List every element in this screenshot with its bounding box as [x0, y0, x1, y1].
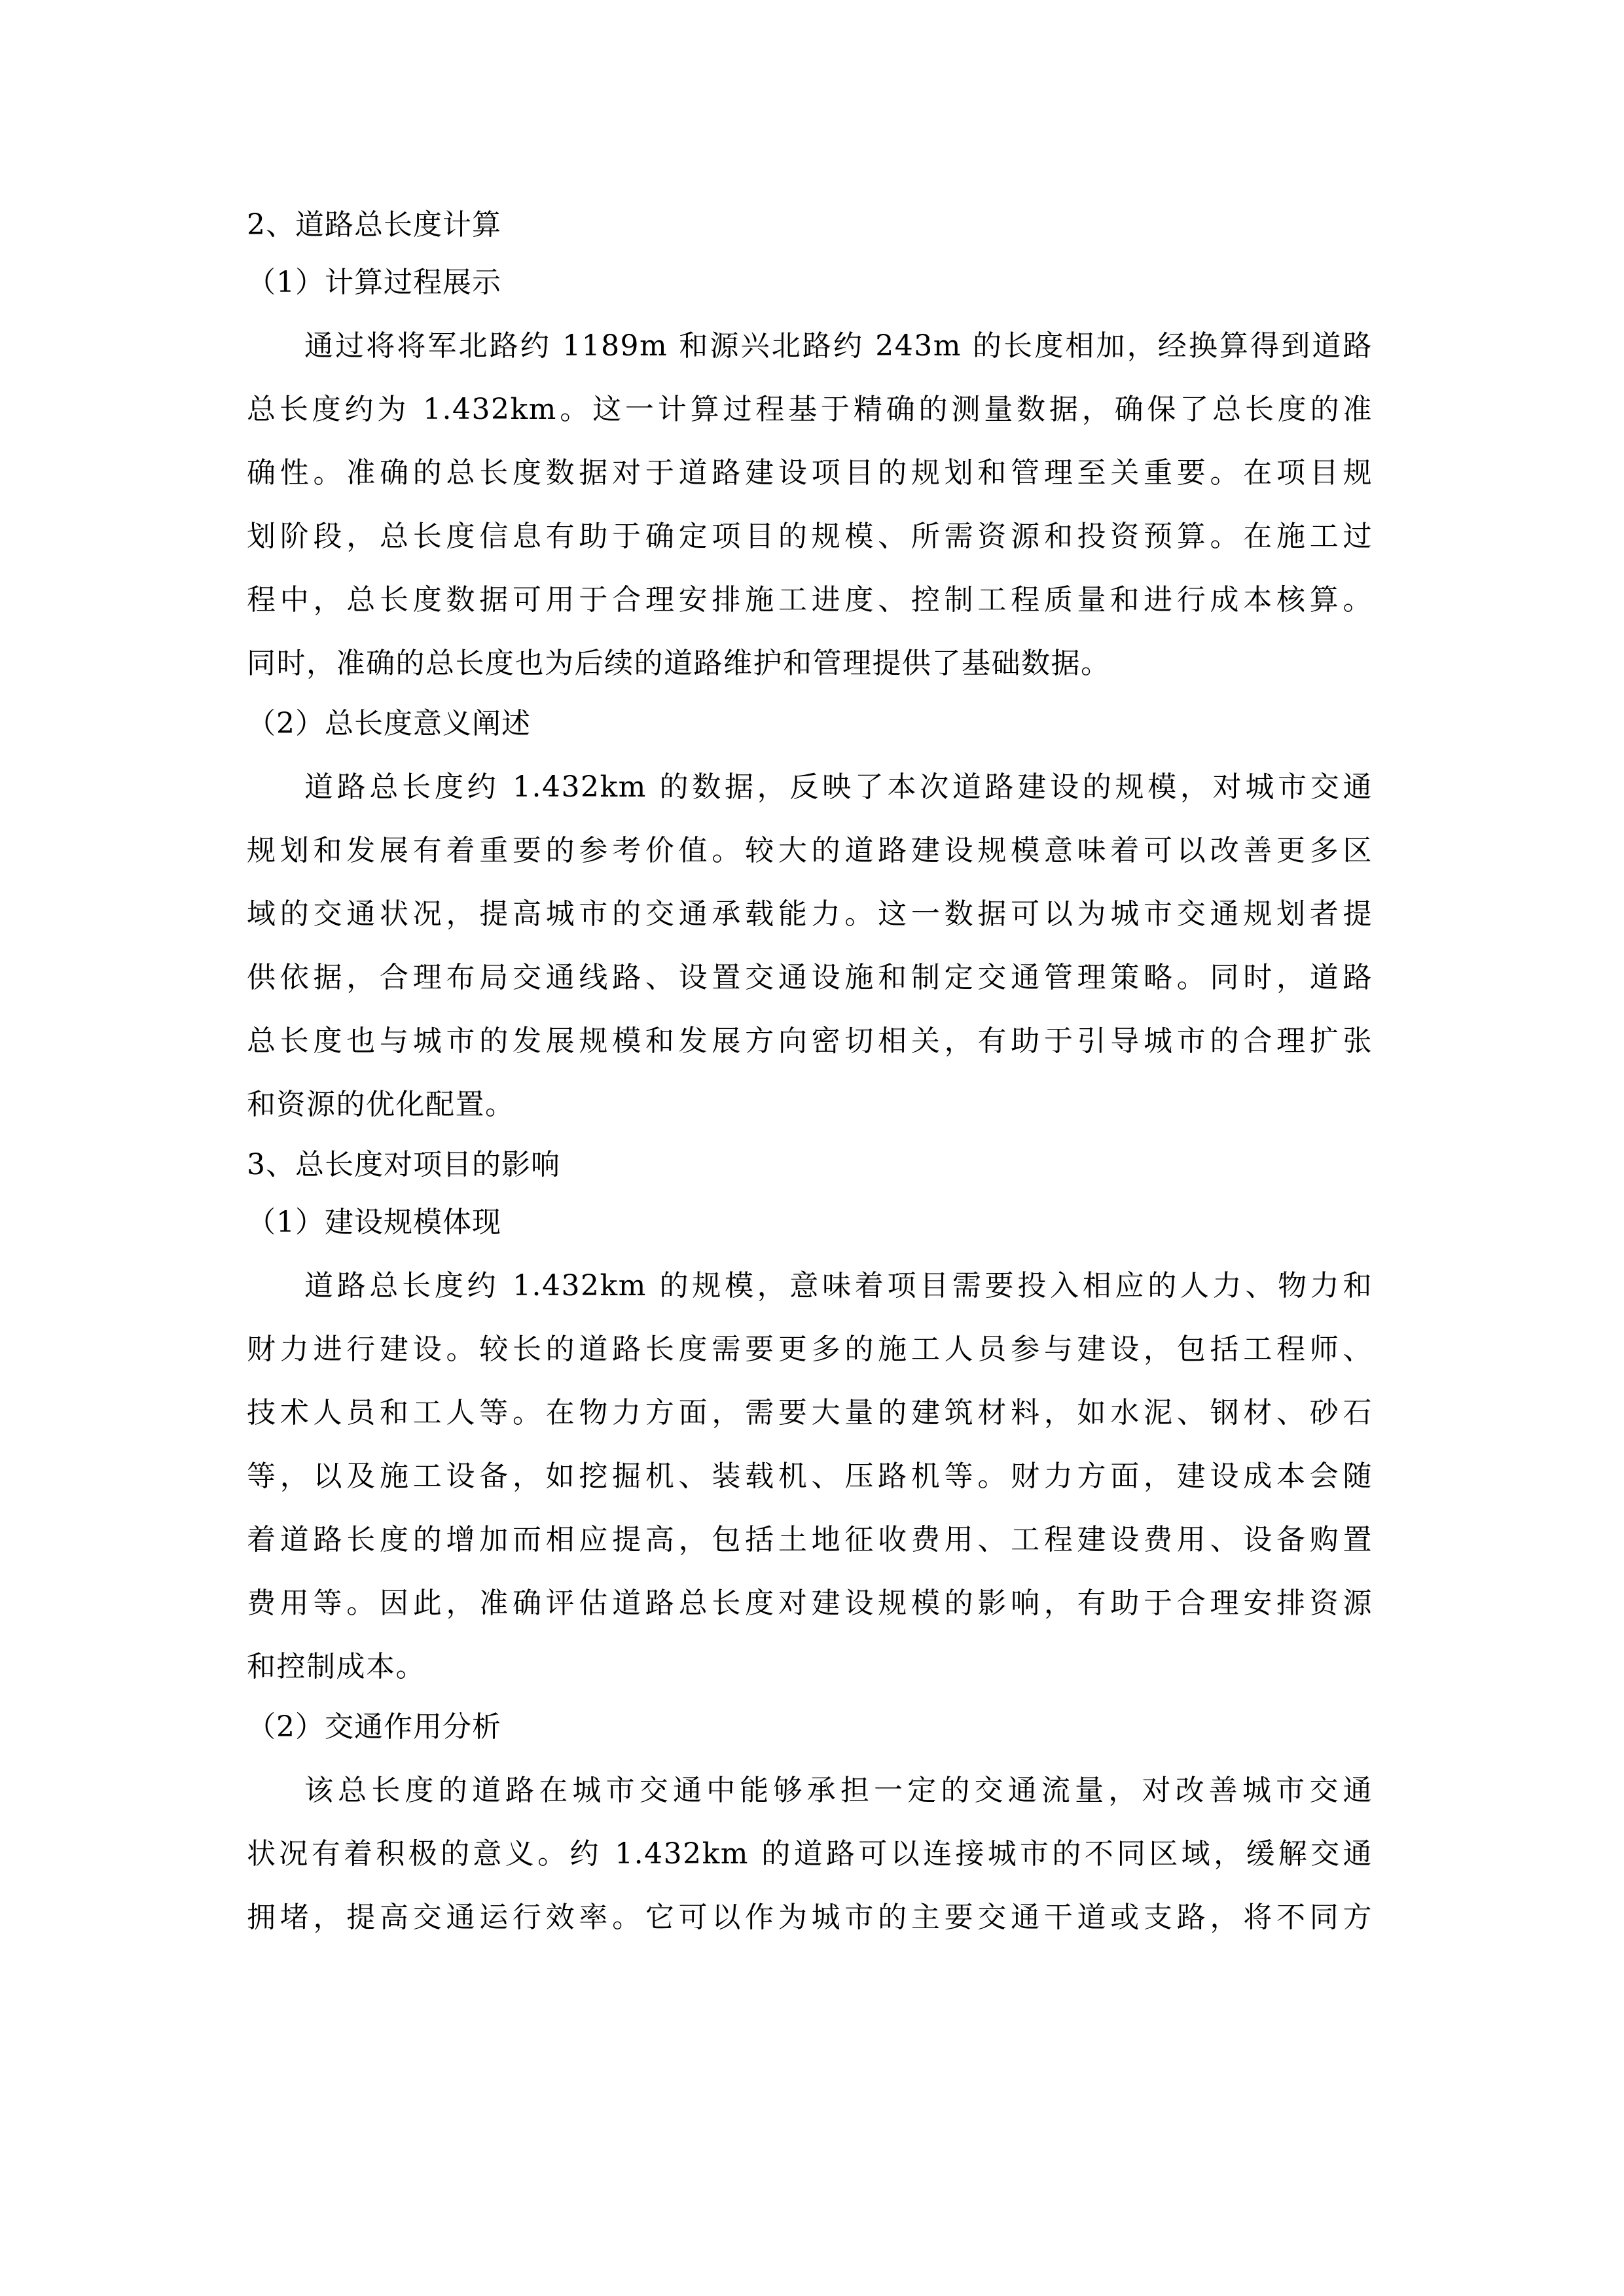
paragraph-line: 道路总长度约 1.432km 的数据，反映了本次道路建设的规模，对城市交通 [304, 770, 1373, 804]
paragraph-traffic-role [247, 1756, 1373, 1949]
paragraph-line: 划阶段，总长度信息有助于确定项目的规模、所需资源和投资预算。在施工过 [247, 520, 1373, 553]
paragraph-construction-scale [247, 1251, 1373, 1698]
subheading-length-significance: （2）总长度意义阐述 [247, 707, 531, 740]
paragraph-calculation-process [247, 312, 1373, 695]
paragraph-line: 和资源的优化配置。 [247, 1088, 515, 1121]
paragraph-line: 程中，总长度数据可用于合理安排施工进度、控制工程质量和进行成本核算。 [247, 583, 1373, 617]
paragraph-line: 等，以及施工设备，如挖掘机、装载机、压路机等。财力方面，建设成本会随 [247, 1460, 1373, 1493]
subheading-calculation-process: （1）计算过程展示 [247, 266, 501, 299]
section-heading-2: 2、道路总长度计算 [247, 208, 501, 242]
paragraph-line: 供依据，合理布局交通线路、设置交通设施和制定交通管理策略。同时，道路 [247, 961, 1373, 994]
paragraph-line: 财力进行建设。较长的道路长度需要更多的施工人员参与建设，包括工程师、 [247, 1333, 1373, 1366]
paragraph-line: 拥堵，提高交通运行效率。它可以作为城市的主要交通干道或支路，将不同方 [247, 1901, 1373, 1934]
paragraph-line: 确性。准确的总长度数据对于道路建设项目的规划和管理至关重要。在项目规 [247, 456, 1373, 490]
document-page [247, 196, 1373, 1949]
paragraph-line: 总长度约为 1.432km。这一计算过程基于精确的测量数据，确保了总长度的准 [247, 393, 1373, 426]
paragraph-line: 域的交通状况，提高城市的交通承载能力。这一数据可以为城市交通规划者提 [247, 897, 1373, 931]
paragraph-line: 费用等。因此，准确评估道路总长度对建设规模的影响，有助于合理安排资源 [247, 1587, 1373, 1620]
paragraph-line: 同时，准确的总长度也为后续的道路维护和管理提供了基础数据。 [247, 647, 1111, 680]
paragraph-line: 技术人员和工人等。在物力方面，需要大量的建筑材料，如水泥、钢材、砂石 [247, 1396, 1373, 1429]
subheading-traffic-role: （2）交通作用分析 [247, 1710, 501, 1744]
paragraph-line: 道路总长度约 1.432km 的规模，意味着项目需要投入相应的人力、物力和 [304, 1269, 1373, 1302]
section-heading-3: 3、总长度对项目的影响 [247, 1148, 560, 1181]
paragraph-line: 通过将将军北路约 1189m 和源兴北路约 243m 的长度相加，经换算得到道路 [304, 329, 1373, 363]
paragraph-line: 总长度也与城市的发展规模和发展方向密切相关，有助于引导城市的合理扩张 [247, 1024, 1373, 1058]
paragraph-line: 着道路长度的增加而相应提高，包括土地征收费用、工程建设费用、设备购置 [247, 1523, 1373, 1556]
paragraph-line: 该总长度的道路在城市交通中能够承担一定的交通流量，对改善城市交通 [304, 1774, 1373, 1807]
paragraph-length-significance [247, 753, 1373, 1136]
paragraph-line: 和控制成本。 [247, 1650, 425, 1683]
paragraph-line: 状况有着积极的意义。约 1.432km 的道路可以连接城市的不同区域，缓解交通 [247, 1837, 1373, 1871]
subheading-construction-scale: （1）建设规模体现 [247, 1206, 501, 1239]
paragraph-line: 规划和发展有着重要的参考价值。较大的道路建设规模意味着可以改善更多区 [247, 834, 1373, 867]
